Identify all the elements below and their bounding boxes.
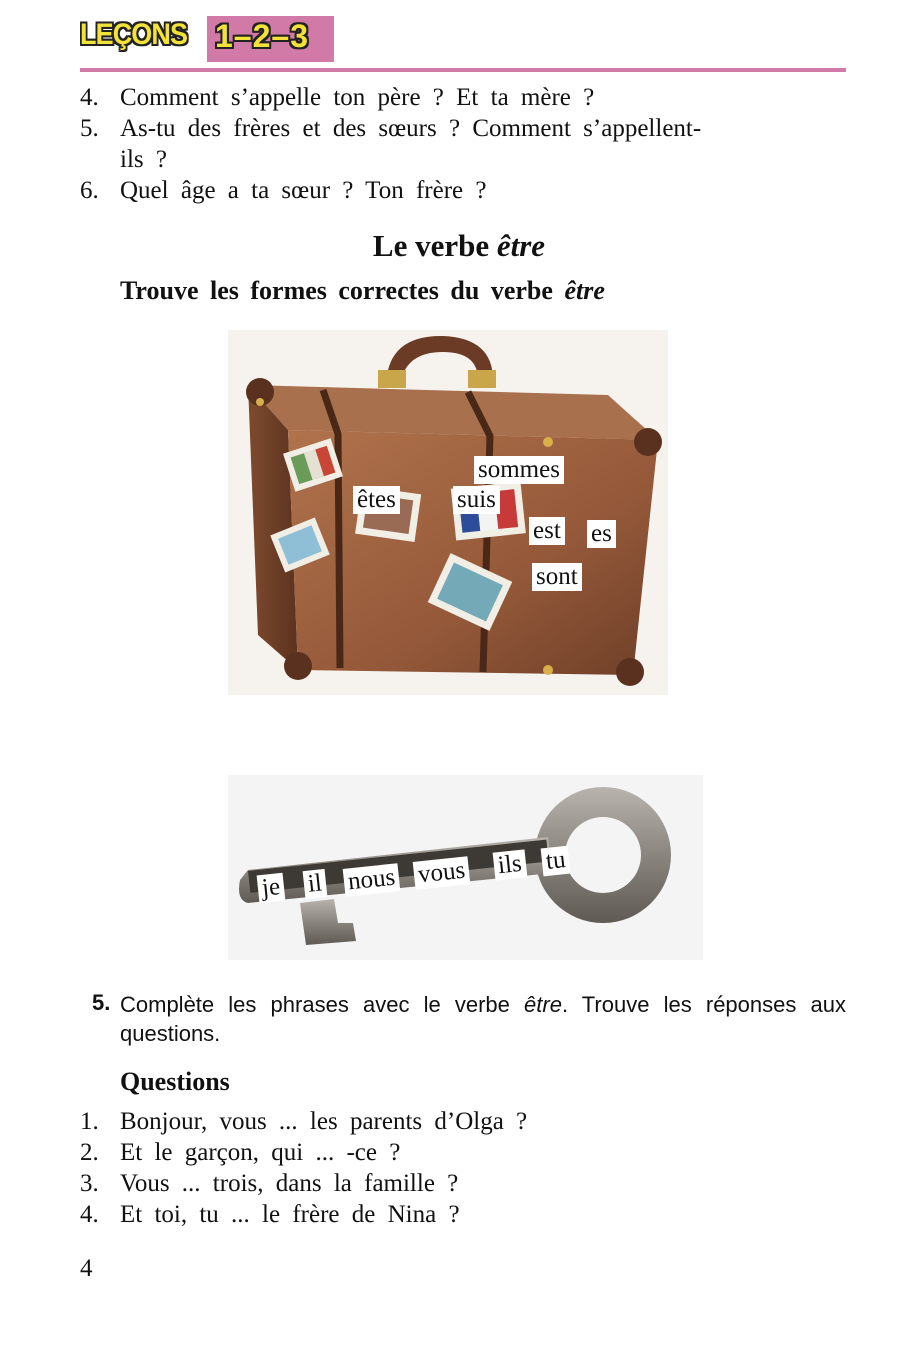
question-item xyxy=(80,82,850,113)
question-text: Et le garçon, qui ... -ce ? xyxy=(120,1139,401,1166)
key-illustration xyxy=(228,775,703,960)
verb-form-label: es xyxy=(587,520,616,548)
question-number: 4. xyxy=(80,1201,99,1228)
verb-form-label: sommes xyxy=(474,456,564,484)
header-rule xyxy=(80,68,846,72)
pronoun-label: ils xyxy=(493,849,527,880)
question-text: Comment s’appelle ton père ? Et ta mère ? xyxy=(120,84,595,111)
questions-heading: Questions xyxy=(120,1067,230,1096)
question-text: Quel âge a ta sœur ? Ton frère ? xyxy=(120,177,487,204)
question-continuation xyxy=(80,144,850,175)
page-number: 4 xyxy=(80,1255,93,1282)
lesson-numbers: 1–2–3 xyxy=(215,18,309,54)
verb-form-label: êtes xyxy=(353,486,400,514)
question-number: 5. xyxy=(80,115,99,142)
pronoun-label: nous xyxy=(343,863,401,897)
verb-form-label: est xyxy=(529,517,565,545)
question-number: 3. xyxy=(80,1170,99,1197)
verb-form-label: sont xyxy=(532,563,582,591)
question-text-cont: ils ? xyxy=(120,146,167,173)
question-number: 4. xyxy=(80,84,99,111)
question-text: Et toi, tu ... le frère de Nina ? xyxy=(120,1201,460,1228)
pronoun-label: il xyxy=(303,869,328,899)
question-text: Bonjour, vous ... les parents d’Olga ? xyxy=(120,1108,528,1135)
pronoun-label: tu xyxy=(541,846,571,877)
question-item xyxy=(80,1137,850,1168)
question-item xyxy=(80,1199,850,1230)
exercise-number: 5. xyxy=(92,990,111,1015)
pronoun-label: je xyxy=(257,873,286,904)
question-item xyxy=(80,113,850,144)
pronoun-label: vous xyxy=(413,856,471,890)
question-item xyxy=(80,1106,850,1137)
section-title: Le verbe être xyxy=(372,228,546,263)
question-number: 6. xyxy=(80,177,99,204)
question-text: Vous ... trois, dans la famille ? xyxy=(120,1170,459,1197)
question-number: 1. xyxy=(80,1108,99,1135)
question-number: 2. xyxy=(80,1139,99,1166)
verb-form-label: suis xyxy=(453,486,500,514)
suitcase-illustration xyxy=(228,330,668,695)
question-item xyxy=(80,1168,850,1199)
lesson-label: LEÇONS xyxy=(80,18,188,51)
question-text: As-tu des frères et des sœurs ? Comment s’appellent- xyxy=(120,115,702,142)
section-instruction: Trouve les formes correctes du verbe être xyxy=(120,276,605,305)
suitcase-icon xyxy=(228,330,668,695)
exercise-instruction: Complète les phrases avec le verbe être. Trouve les réponses aux questions. xyxy=(120,992,846,1046)
question-item xyxy=(80,175,850,206)
